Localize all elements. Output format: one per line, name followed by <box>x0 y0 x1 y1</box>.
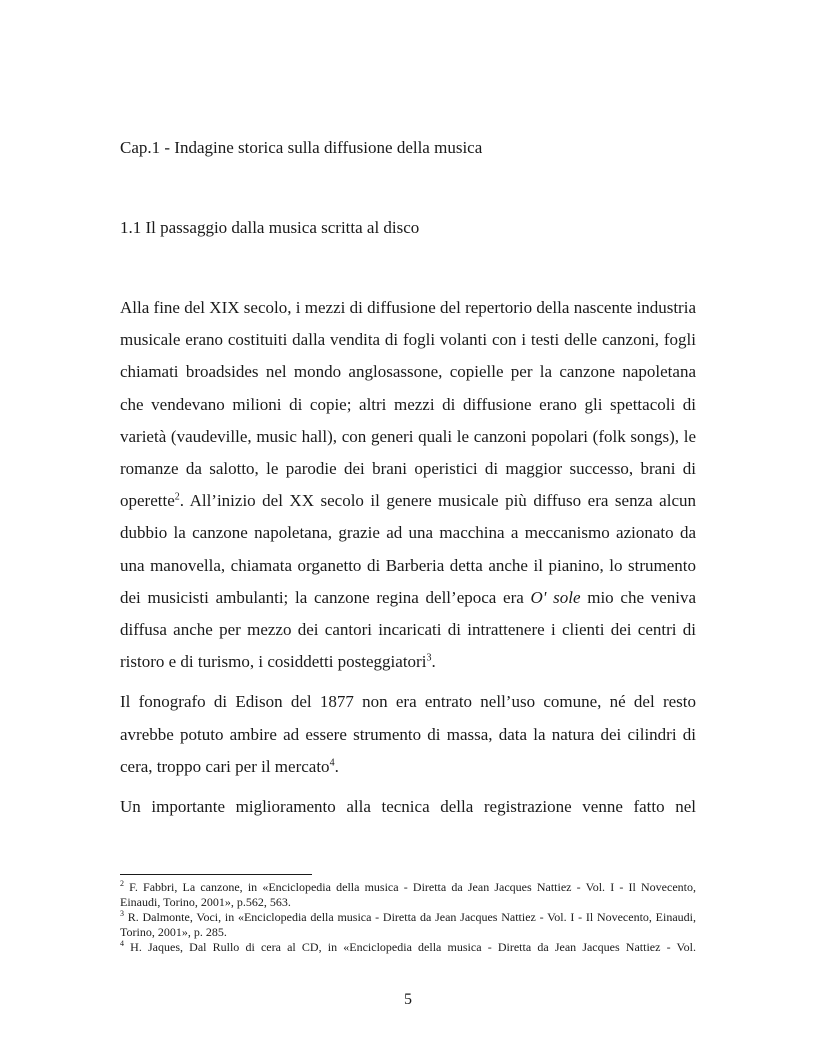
paragraph-1 <box>120 292 696 678</box>
footnote-3 <box>120 910 696 940</box>
page-number: 5 <box>404 991 412 1008</box>
footnote-ref-4: 4 <box>329 757 335 769</box>
paragraph-2-text-b: . <box>334 756 339 776</box>
footnote-ref-3: 3 <box>426 652 432 664</box>
footnote-text: F. Fabbri, La canzone, in «Enciclopedia della musica - Diretta da Jean Jacques Nattiez - Vol. I - Il Novecento, Einaudi, Torino, 2001», p.562, 563. <box>120 880 696 909</box>
footnote-number: 4 <box>120 939 124 948</box>
paragraph-2-text-a: Il fonografo di Edison del 1877 non era entrato nell’uso comune, né del resto avrebbe potuto ambire ad essere strumento di massa, data la natura dei cilindri di cera, troppo cari per il mercato <box>120 692 696 776</box>
paragraph-1-text-d: . <box>431 652 436 672</box>
section-title: 1.1 Il passaggio dalla musica scritta al disco <box>120 218 420 237</box>
footnote-separator <box>120 874 312 875</box>
document-page <box>120 0 696 1056</box>
footnote-ref-2: 2 <box>174 491 180 503</box>
body-text <box>120 292 696 831</box>
paragraph-1-text-c: mio che veniva diffusa anche per mezzo dei cantori incaricati di intrattenere i clienti dei centri di ristoro e di turismo, i cosiddetti posteggiatori <box>120 587 697 672</box>
paragraph-2 <box>120 686 696 783</box>
footnotes <box>120 880 696 955</box>
footnote-text: R. Dalmonte, Voci, in «Enciclopedia della musica - Diretta da Jean Jacques Nattiez - Vol. I - Il Novecento, Einaudi, Torino, 2001», p. 285. <box>120 910 696 939</box>
footnote-number: 2 <box>120 879 124 888</box>
footnote-4 <box>120 940 696 955</box>
song-title-italic: O' sole <box>530 587 581 607</box>
paragraph-1-text-b: . All’inizio del XX secolo il genere musicale più diffuso era senza alcun dubbio la canzone napoletana, grazie ad una macchina a meccanismo azionato da una manovella, chiamata organetto di Barberia detta anche il pianino, lo strumento dei musicisti ambulanti; la canzone regina dell’epoca era <box>120 491 696 607</box>
footnote-2 <box>120 880 696 910</box>
footnote-text: H. Jaques, Dal Rullo di cera al CD, in «Enciclopedia della musica - Diretta da Jean Jacques Nattiez - Vol. <box>124 940 696 954</box>
paragraph-1-text-a: Alla fine del XIX secolo, i mezzi di diffusione del repertorio della nascente industria musicale erano costituiti dalla vendita di fogli volanti con i testi delle canzoni, fogli chiamati broadsides nel mondo anglosassone, copielle per la canzone napoletana che vendevano milioni di copie; altri mezzi di diffusione erano gli spettacoli di varietà (vaudeville, music hall), con generi quali le canzoni popolari (folk songs), le romanze da salotto, le parodie dei brani operistici di maggior successo, brani di operette <box>120 298 696 511</box>
paragraph-3: Un importante miglioramento alla tecnica della registrazione venne fatto nel <box>120 797 696 817</box>
footnote-number: 3 <box>120 909 124 918</box>
chapter-title: Cap.1 - Indagine storica sulla diffusione della musica <box>120 138 483 157</box>
